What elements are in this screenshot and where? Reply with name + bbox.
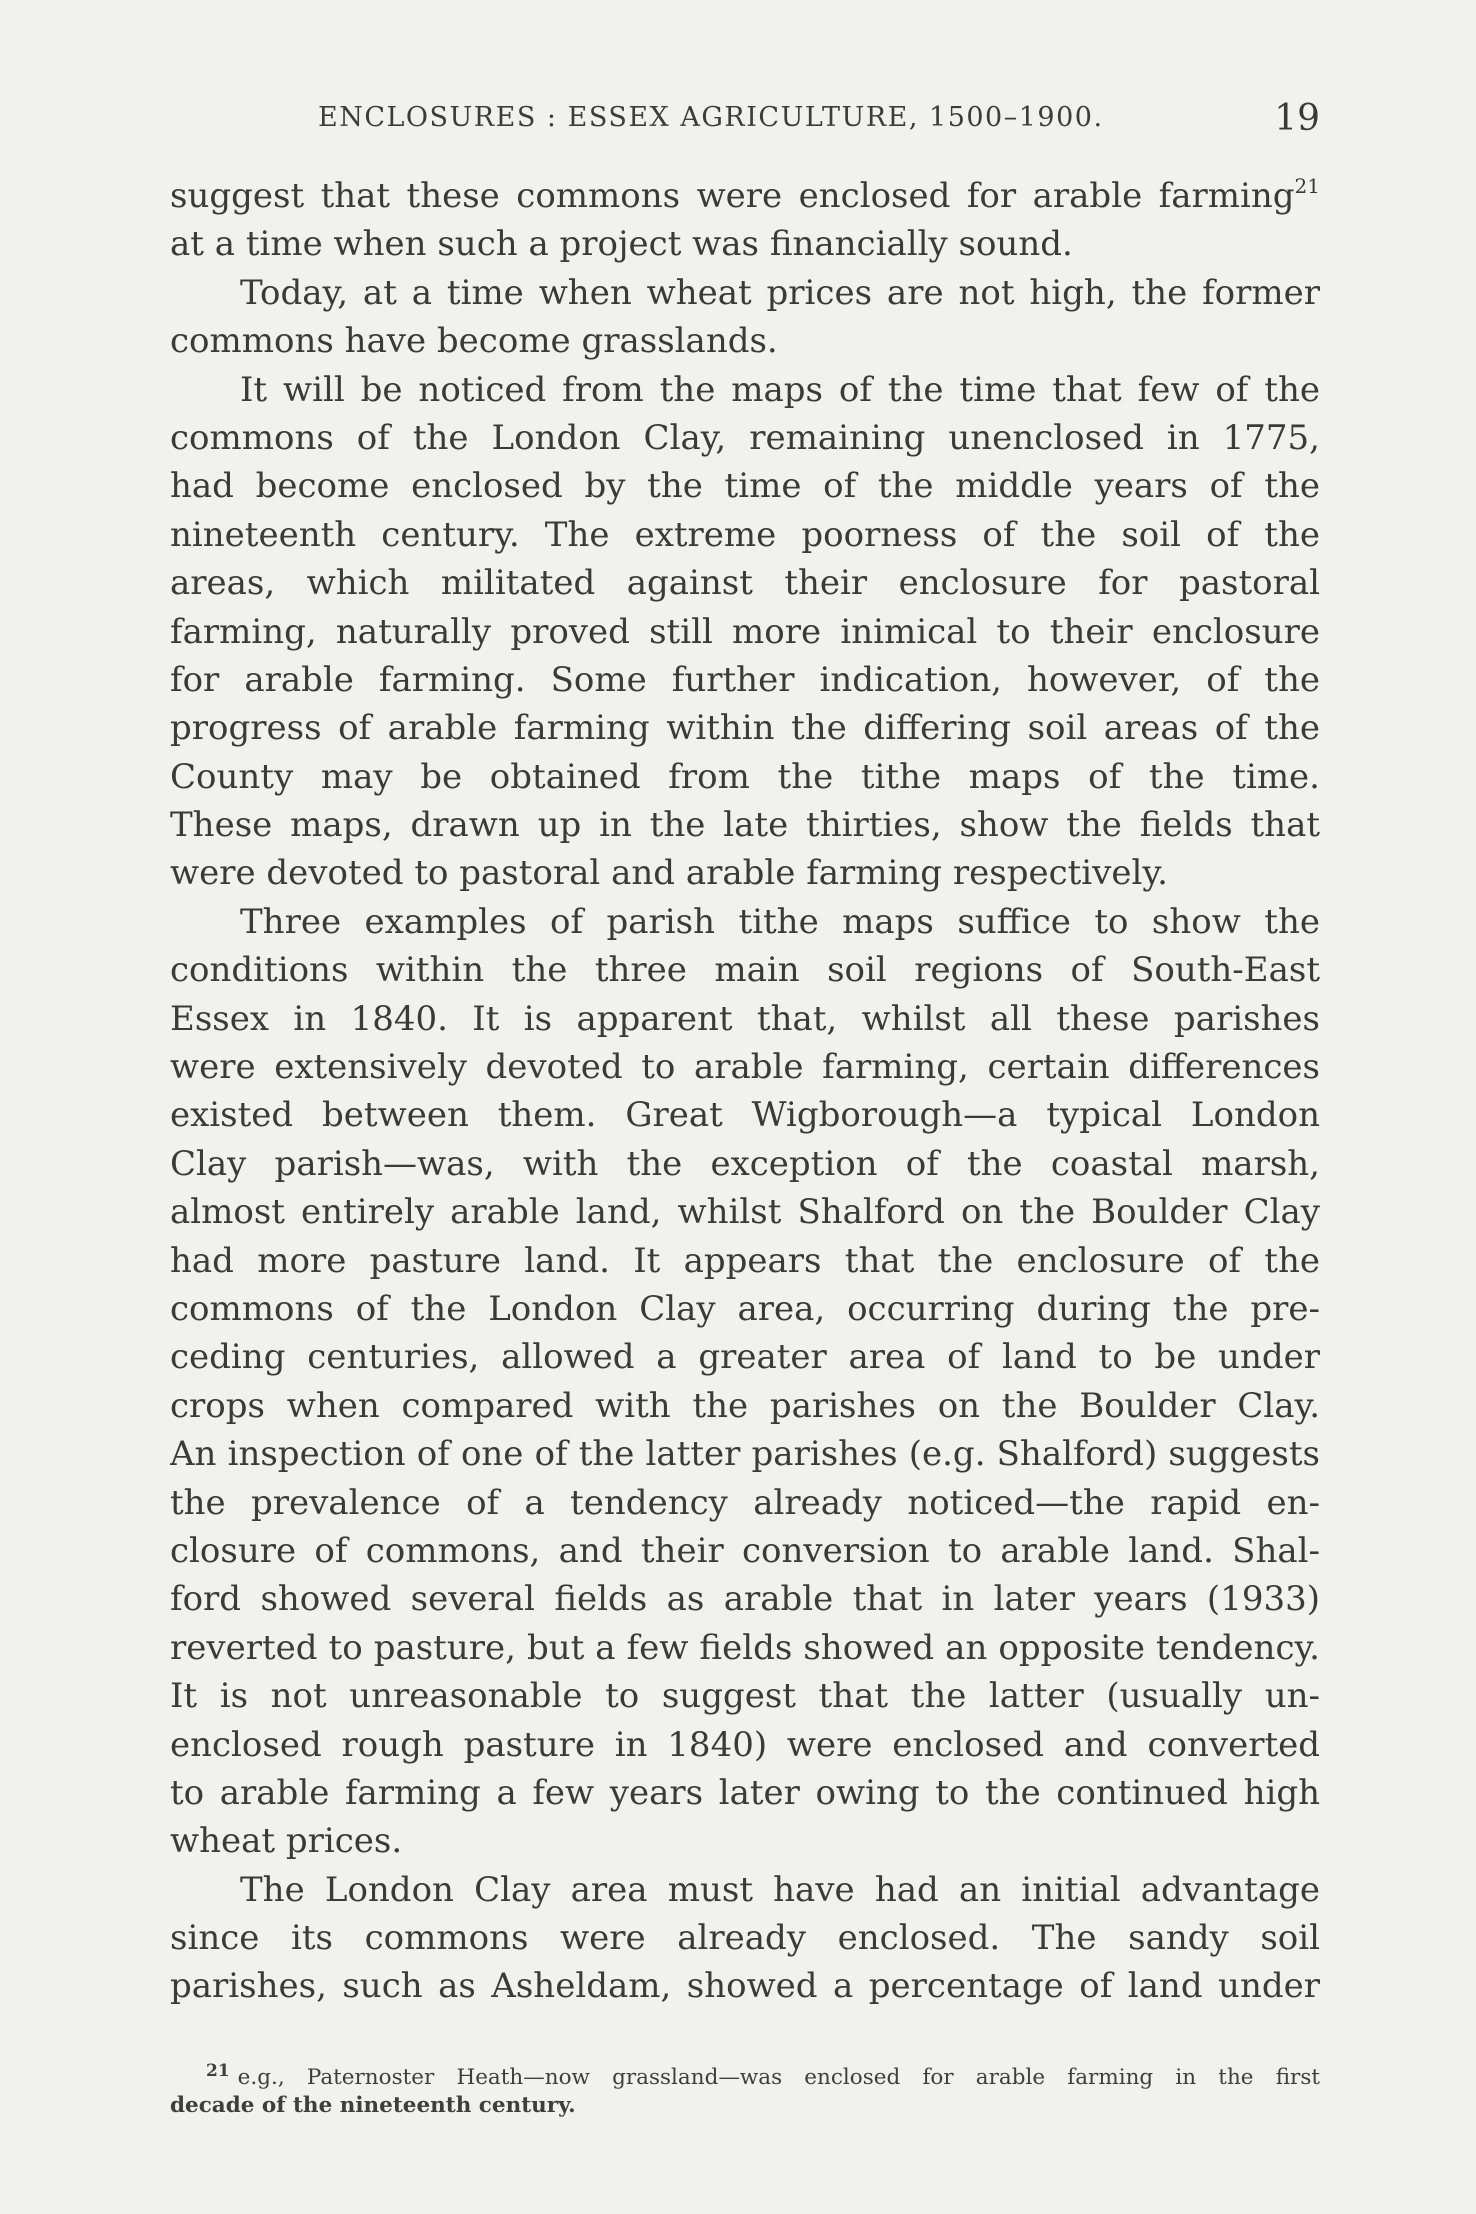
text-line	[170, 1140, 1320, 1188]
text-line-content: Three examples of parish tithe maps suffice to show the	[240, 901, 1320, 942]
text-line	[170, 1527, 1320, 1575]
text-line	[170, 1479, 1320, 1527]
text-line-content: It is not unreasonable to suggest that the latter (usually un-	[170, 1676, 1320, 1717]
text-line	[170, 269, 1320, 317]
text-line-content: conditions within the three main soil regions of South-East	[170, 950, 1320, 991]
text-line-content: nineteenth century. The extreme poorness of the soil of the	[170, 514, 1320, 555]
text-line	[170, 1188, 1320, 1236]
text-line-content: the prevalence of a tendency already noticed—the rapid en-	[170, 1482, 1320, 1523]
text-line-content: were extensively devoted to arable farming, certain differences	[170, 1047, 1320, 1088]
text-line	[170, 366, 1320, 414]
text-line	[170, 995, 1320, 1043]
text-line	[170, 1866, 1320, 1914]
text-line	[170, 1382, 1320, 1430]
text-line	[170, 849, 1320, 897]
running-head: ENCLOSURES : ESSEX AGRICULTURE, 1500–1900.	[318, 102, 1104, 133]
text-line-content: commons have become grasslands.	[170, 321, 778, 362]
text-line-content: County may be obtained from the tithe maps of the time.	[170, 756, 1320, 797]
text-line	[170, 1721, 1320, 1769]
footnote	[170, 2061, 1320, 2120]
text-line-content: wheat prices.	[170, 1821, 403, 1862]
text-line	[170, 704, 1320, 752]
text-line	[170, 801, 1320, 849]
text-line	[170, 946, 1320, 994]
text-line	[170, 608, 1320, 656]
text-line	[170, 172, 1320, 220]
text-line-content: had more pasture land. It appears that the enclosure of the	[170, 1240, 1320, 1281]
text-line	[170, 1817, 1320, 1865]
text-line-content: were devoted to pastoral and arable farming respectively.	[170, 853, 1168, 894]
text-line	[170, 753, 1320, 801]
text-line-content: Today, at a time when wheat prices are not high, the former	[240, 272, 1320, 313]
text-line-content: enclosed rough pasture in 1840) were enclosed and converted	[170, 1724, 1320, 1765]
text-line	[170, 1962, 1320, 2010]
text-line-content: crops when compared with the parishes on the Boulder Clay.	[170, 1385, 1320, 1426]
text-line	[170, 1575, 1320, 1623]
text-line-content: areas, which militated against their enclosure for pastoral	[170, 563, 1320, 604]
text-line	[170, 1624, 1320, 1672]
footnote-marker: 21	[206, 2061, 230, 2081]
text-line-content: since its commons were already enclosed. The sandy soil	[170, 1918, 1320, 1959]
text-line-content: almost entirely arable land, whilst Shalford on the Boulder Clay	[170, 1192, 1320, 1233]
page-number: 19	[1274, 98, 1320, 139]
text-line-content: Clay parish—was, with the exception of the coastal marsh,	[170, 1143, 1320, 1184]
text-line-content: progress of arable farming within the differing soil areas of the	[170, 708, 1320, 749]
text-line-content: farming, naturally proved still more inimical to their enclosure	[170, 611, 1320, 652]
text-line	[170, 1237, 1320, 1285]
text-line	[170, 1430, 1320, 1478]
footnote-reference: 21	[1294, 174, 1320, 198]
text-line	[170, 220, 1320, 268]
body-text	[170, 172, 1320, 2011]
text-line-content: An inspection of one of the latter parishes (e.g. Shalford) suggests	[170, 1434, 1320, 1475]
text-line	[170, 414, 1320, 462]
text-line-content: commons of the London Clay area, occurring during the pre-	[170, 1288, 1320, 1329]
text-line	[170, 1285, 1320, 1333]
footnote-text: e.g., Paternoster Heath—now grassland—was enclosed for arable farming in the first	[237, 2065, 1320, 2090]
footnote-line: decade of the nineteenth century.	[170, 2093, 576, 2118]
text-line-content: ceding centuries, allowed a greater area of land to be under	[170, 1337, 1320, 1378]
text-line-content: Essex in 1840. It is apparent that, whilst all these parishes	[170, 998, 1320, 1039]
text-line	[170, 1769, 1320, 1817]
text-line-content: ford showed several fields as arable that in later years (1933)	[170, 1579, 1320, 1620]
text-line	[170, 1043, 1320, 1091]
text-line	[170, 511, 1320, 559]
text-line-content: It will be noticed from the maps of the time that few of the	[240, 369, 1320, 410]
text-line-content: reverted to pasture, but a few fields showed an opposite tendency.	[170, 1627, 1320, 1668]
text-line	[170, 462, 1320, 510]
text-line	[170, 1333, 1320, 1381]
text-line-content: closure of commons, and their conversion to arable land. Shal-	[170, 1530, 1320, 1571]
text-line-content: for arable farming. Some further indication, however, of the	[170, 659, 1320, 700]
text-line-content: existed between them. Great Wigborough—a typical London	[170, 1095, 1320, 1136]
text-line	[170, 1914, 1320, 1962]
text-line	[170, 1091, 1320, 1139]
text-line-content: to arable farming a few years later owing to the continued high	[170, 1772, 1320, 1813]
footnote-line	[170, 2061, 1320, 2092]
text-line-content: The London Clay area must have had an initial advantage	[240, 1869, 1320, 1910]
text-line-content: had become enclosed by the time of the middle years of the	[170, 466, 1320, 507]
text-line-content: commons of the London Clay, remaining unenclosed in 1775,	[170, 417, 1320, 458]
text-line	[170, 317, 1320, 365]
text-line	[170, 559, 1320, 607]
text-line	[170, 656, 1320, 704]
text-line-content: suggest that these commons were enclosed for arable farming	[170, 176, 1295, 216]
text-line-content: parishes, such as Asheldam, showed a percentage of land under	[170, 1966, 1320, 2007]
page-header	[170, 98, 1320, 148]
text-line-content: at a time when such a project was financially sound.	[170, 224, 1073, 265]
text-line-content: These maps, drawn up in the late thirties, show the fields that	[170, 805, 1320, 846]
text-line	[170, 898, 1320, 946]
text-line	[170, 1672, 1320, 1720]
